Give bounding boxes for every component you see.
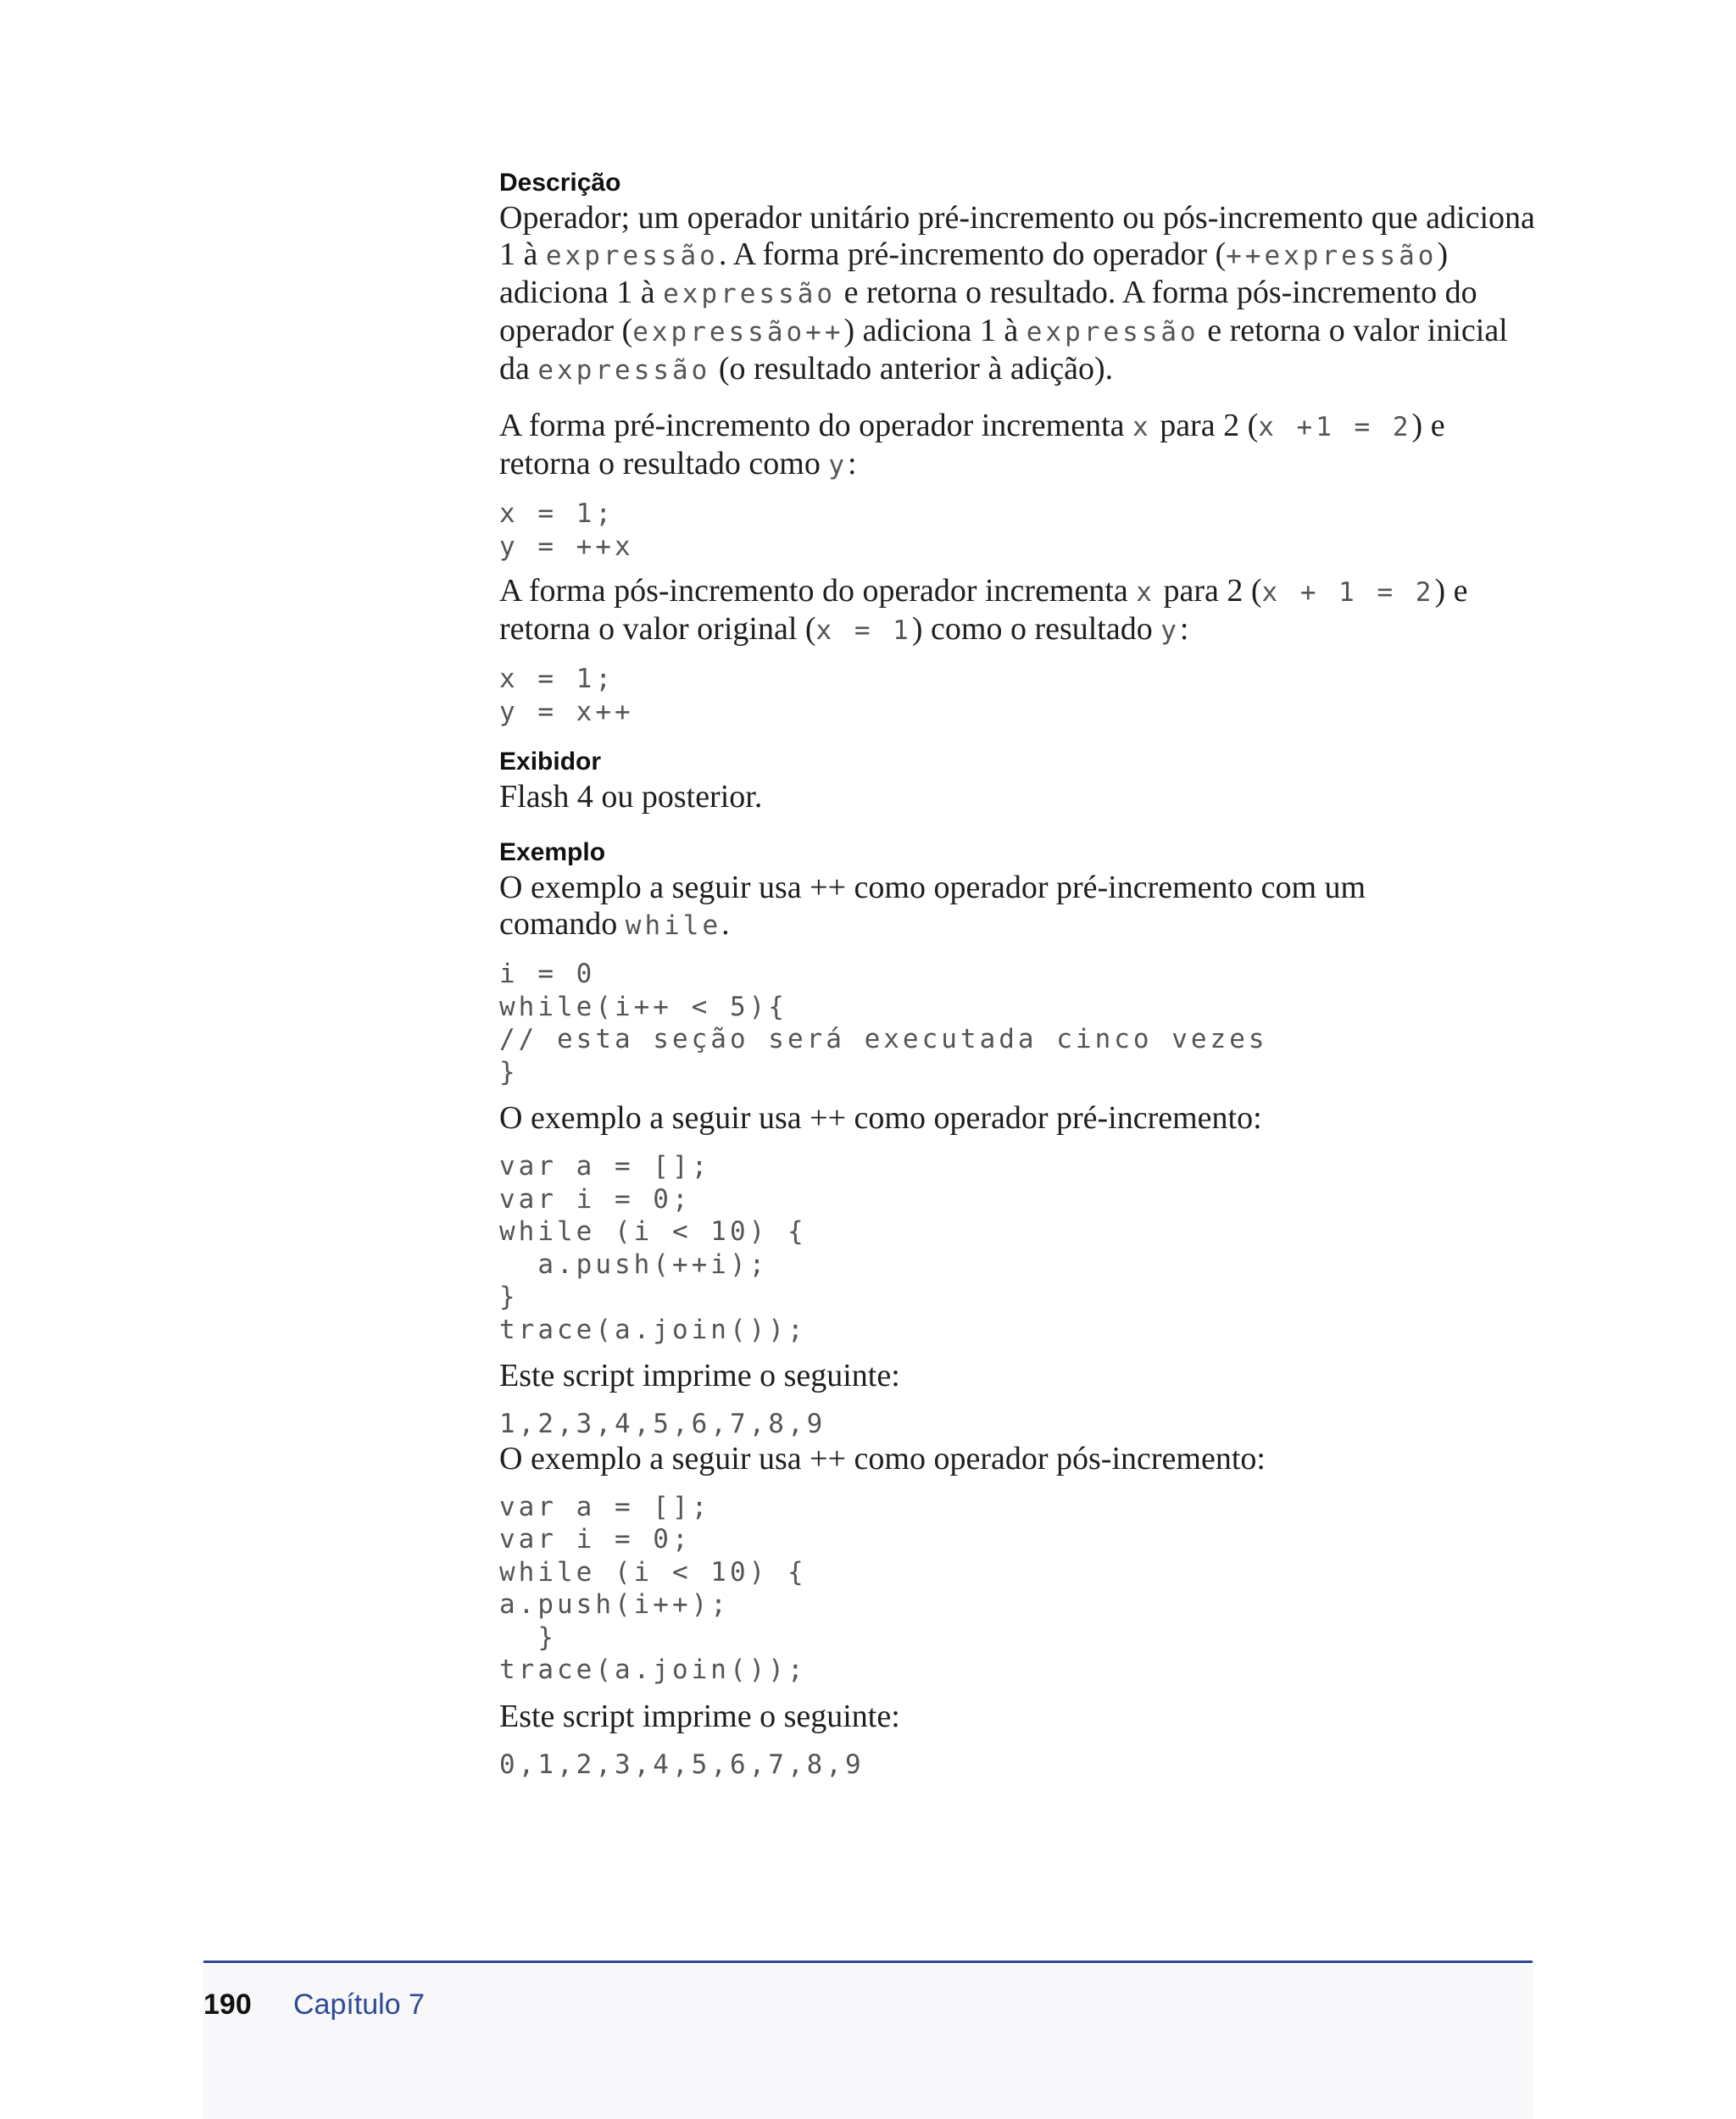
code-block-while-example: i = 0 while(i++ < 5){ // esta seção será executada cinco vezes }: [499, 959, 1268, 1087]
text-run: .: [721, 906, 730, 942]
inline-code: x = 1: [815, 615, 912, 646]
inline-code: y: [828, 450, 848, 481]
text-run: (o resultado anterior à adição).: [710, 351, 1114, 387]
code-block-post-increment: x = 1; y = x++: [499, 664, 634, 727]
output-intro-1: Este script imprime o seguinte:: [499, 1358, 900, 1393]
code-block-pre-increment-example: var a = []; var i = 0; while (i < 10) { a.push(++i); } trace(a.join());: [499, 1151, 807, 1345]
pre-increment-paragraph: [499, 408, 1542, 484]
inline-code: x + 1 = 2: [1261, 577, 1435, 608]
post-increment-paragraph: [499, 573, 1542, 649]
page-number: 190: [203, 1988, 252, 2021]
inline-code: expressão++: [632, 317, 844, 348]
text-run: A forma pré-incremento do operador incrementa: [499, 408, 1133, 443]
text-run: ) adiciona 1 à: [843, 313, 1027, 348]
text-run: e retorna o resultado. A forma pós-incremento do operador (: [499, 275, 1477, 348]
inline-code: expressão: [545, 241, 719, 271]
inline-code: expressão: [663, 279, 837, 309]
inline-code: x: [1132, 412, 1152, 442]
text-run: ) e retorna o valor original (: [499, 573, 1468, 647]
section-heading-descricao: Descrição: [499, 169, 621, 197]
output-intro-2: Este script imprime o seguinte:: [499, 1698, 900, 1734]
inline-code: ++expressão: [1226, 241, 1438, 271]
output-block-2: 0,1,2,3,4,5,6,7,8,9: [499, 1749, 865, 1780]
section-heading-exemplo: Exemplo: [499, 838, 606, 866]
chapter-label: Capítulo 7: [293, 1988, 425, 2021]
output-block-1: 1,2,3,4,5,6,7,8,9: [499, 1409, 826, 1439]
text-run: :: [847, 446, 857, 481]
pre-increment-example-intro: O exemplo a seguir usa ++ como operador pré-incremento:: [499, 1100, 1262, 1136]
text-run: :: [1179, 611, 1189, 647]
inline-code: y: [1160, 615, 1180, 646]
text-run: A forma pós-incremento do operador incrementa: [499, 573, 1137, 609]
text-run: ) adiciona 1 à: [499, 236, 1449, 310]
text-run: ) e retorna o resultado como: [499, 408, 1445, 481]
inline-code: x +1 = 2: [1258, 412, 1412, 442]
code-block-pre-increment: x = 1; y = ++x: [499, 498, 634, 562]
footer-rule: [203, 1960, 1533, 1963]
code-block-post-increment-example: var a = []; var i = 0; while (i < 10) { a.push(i++); } trace(a.join());: [499, 1491, 807, 1685]
text-run: para 2 (: [1151, 408, 1259, 443]
exibidor-text: Flash 4 ou posterior.: [499, 779, 763, 815]
inline-code: expressão: [1026, 317, 1199, 348]
descricao-paragraph: [499, 200, 1542, 389]
page-content: [499, 166, 1542, 1781]
inline-code: while: [625, 910, 722, 941]
text-run: e retorna o valor inicial da: [499, 313, 1508, 387]
text-run: . A forma pré-incremento do operador (: [718, 236, 1227, 272]
text-run: O exemplo a seguir usa ++ como operador pré-incremento com um comando: [499, 870, 1366, 942]
text-run: para 2 (: [1155, 573, 1262, 609]
post-increment-example-intro: O exemplo a seguir usa ++ como operador pós-incremento:: [499, 1440, 1266, 1477]
inline-code: x: [1136, 577, 1155, 608]
exemplo-intro-paragraph: [499, 870, 1415, 944]
section-heading-exibidor: Exibidor: [499, 748, 602, 776]
inline-code: expressão: [537, 355, 711, 386]
text-run: Operador; um operador unitário pré-incremento ou pós-incremento que adiciona 1 à: [499, 200, 1535, 272]
text-run: ) como o resultado: [911, 611, 1161, 647]
